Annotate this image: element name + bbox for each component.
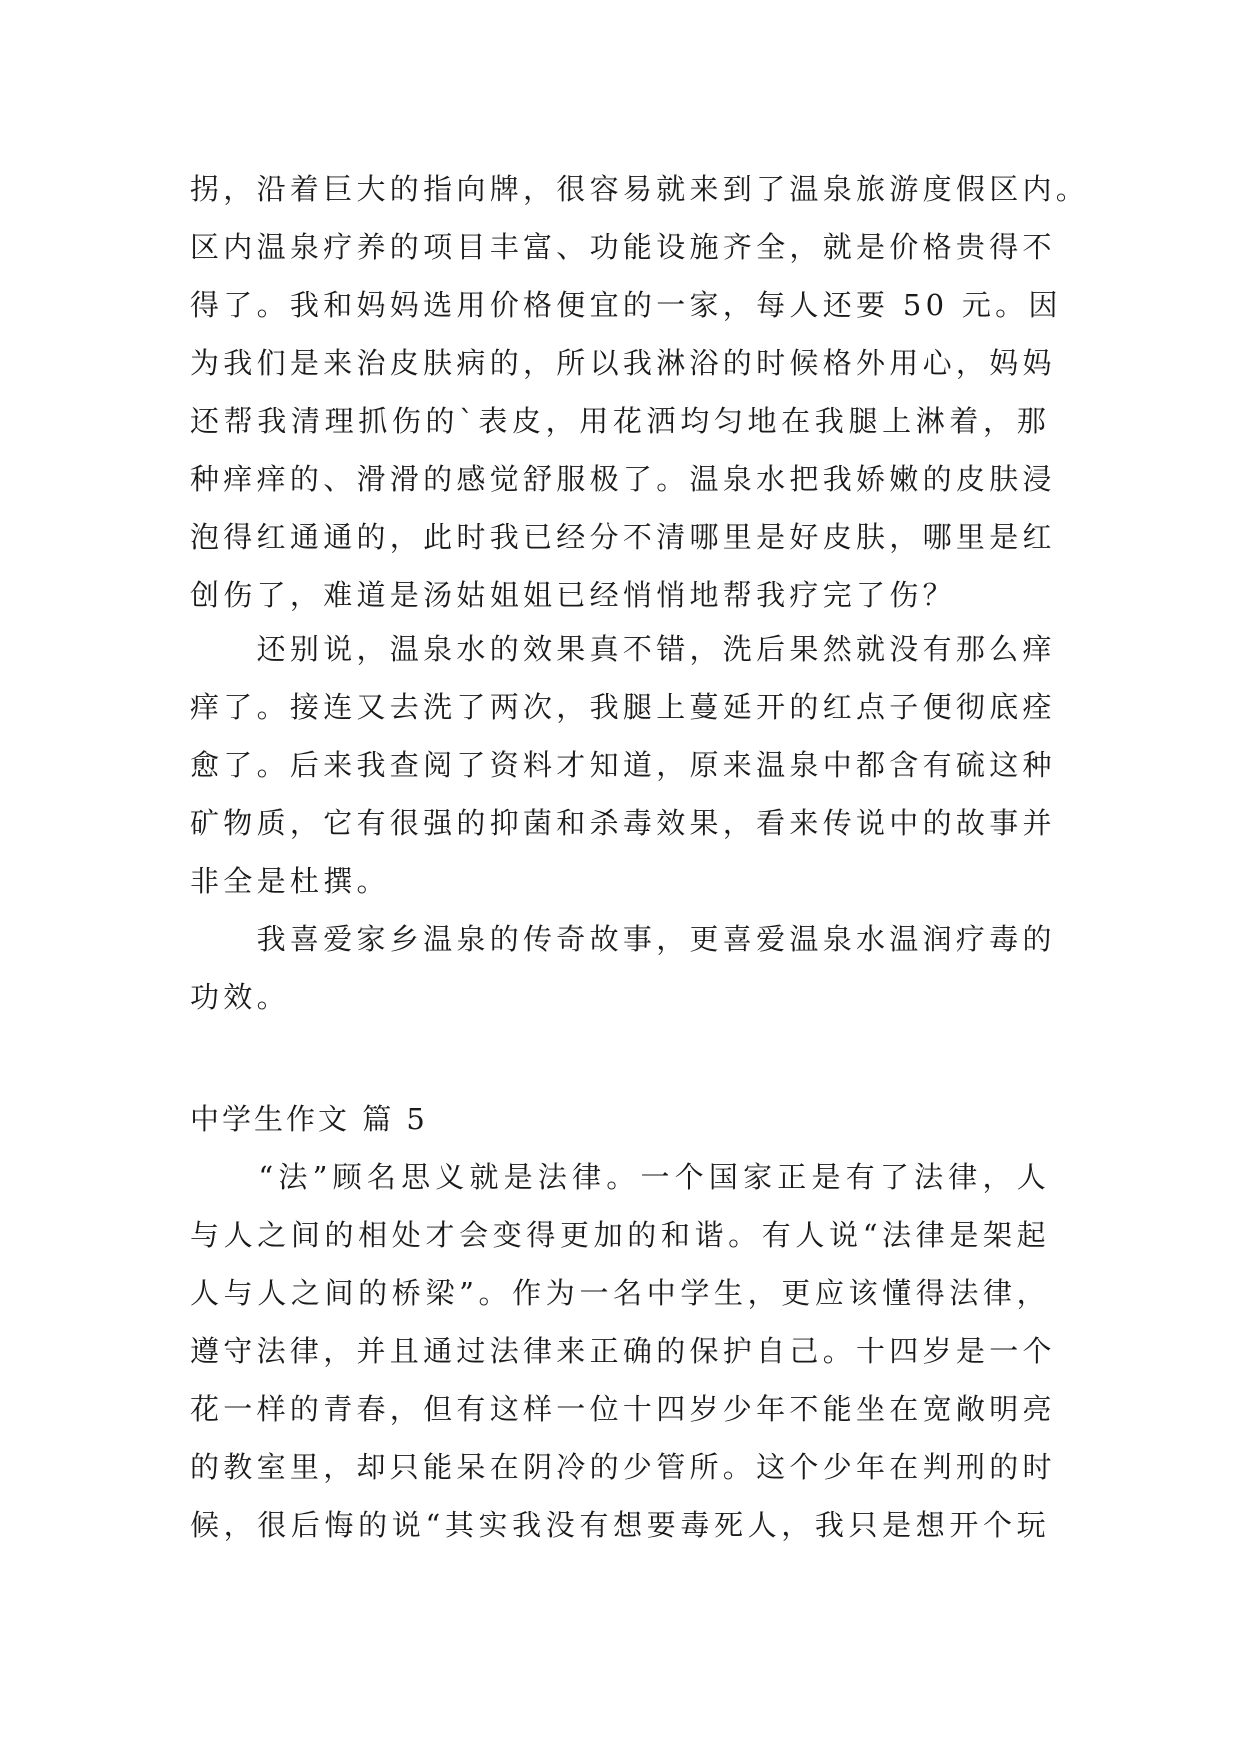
text-line: 花一样的青春，但有这样一位十四岁少年不能坐在宽敞明亮 xyxy=(190,1392,1056,1426)
text-line: 的教室里，却只能呆在阴冷的少管所。这个少年在判刑的时 xyxy=(190,1450,1056,1484)
text-line: 种痒痒的、滑滑的感觉舒服极了。温泉水把我娇嫩的皮肤浸 xyxy=(190,462,1056,496)
text-line: 与人之间的相处才会变得更加的和谐。有人说“法律是架起 xyxy=(190,1218,1050,1252)
text-line: 得了。我和妈妈选用价格便宜的一家，每人还要 50 元。因 xyxy=(190,288,1062,322)
essay-paragraph-conclusion xyxy=(190,910,1056,1026)
text-line: 还别说，温泉水的效果真不错，洗后果然就没有那么痒 xyxy=(190,632,1056,666)
text-line: 创伤了，难道是汤姑姐姐已经悄悄地帮我疗完了伤？ xyxy=(190,578,956,612)
text-line: 功效。 xyxy=(190,980,290,1014)
text-line: 人与人之间的桥梁”。作为一名中学生，更应该懂得法律， xyxy=(190,1276,1050,1310)
text-line: 泡得红通通的，此时我已经分不清哪里是好皮肤，哪里是红 xyxy=(190,520,1056,554)
text-line: “法”顾名思义就是法律。一个国家正是有了法律，人 xyxy=(190,1160,1050,1194)
text-line: 痒了。接连又去洗了两次，我腿上蔓延开的红点子便彻底痊 xyxy=(190,690,1056,724)
text-line: 非全是杜撰。 xyxy=(190,864,390,898)
text-line: 区内温泉疗养的项目丰富、功能设施齐全，就是价格贵得不 xyxy=(190,230,1056,264)
text-line: 为我们是来治皮肤病的，所以我淋浴的时候格外用心，妈妈 xyxy=(190,346,1056,380)
text-line: 遵守法律，并且通过法律来正确的保护自己。十四岁是一个 xyxy=(190,1334,1056,1368)
text-line: 矿物质，它有很强的抑菌和杀毒效果，看来传说中的故事并 xyxy=(190,806,1056,840)
section-heading: 中学生作文 篇 5 xyxy=(190,1102,428,1136)
text-line: 愈了。后来我查阅了资料才知道，原来温泉中都含有硫这种 xyxy=(190,748,1056,782)
text-line: 候，很后悔的说“其实我没有想要毒死人，我只是想开个玩 xyxy=(190,1508,1050,1542)
text-line: 拐，沿着巨大的指向牌，很容易就来到了温泉旅游度假区内。 xyxy=(190,172,1090,206)
text-line: 还帮我清理抓伤的`表皮，用花洒均匀地在我腿上淋着，那 xyxy=(190,404,1050,438)
essay-paragraph-hot-spring-visit xyxy=(190,160,1090,624)
essay-paragraph-effect xyxy=(190,620,1056,910)
essay-paragraph-law xyxy=(190,1148,1056,1554)
text-line: 我喜爱家乡温泉的传奇故事，更喜爱温泉水温润疗毒的 xyxy=(190,922,1056,956)
